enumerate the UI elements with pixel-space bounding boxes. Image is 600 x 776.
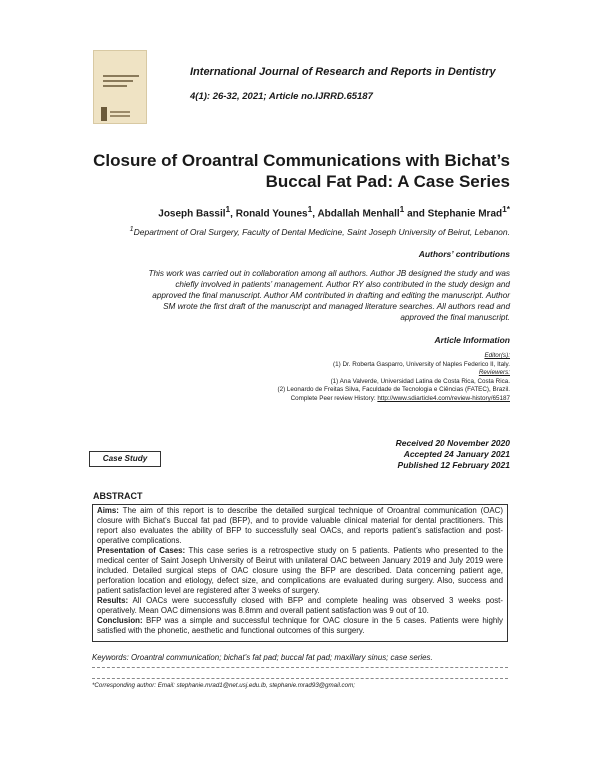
author-name: Stephanie Mrad — [427, 208, 503, 220]
abstract-aims: Aims: The aim of this report is to describe the detailed surgical technique of Oroantral communication (OAC) closure with Bichat’s Buccal fat pad (BFP), and to provide valuable clinical material for dental practitioners. This report also evaluates the ability of BFP to successfully seal OACs, and reports patient’s satisfaction and post-operative complications. — [97, 506, 503, 545]
review-history-link[interactable]: http://www.sdiarticle4.com/review-history/65187 — [377, 394, 510, 402]
affiliation: $^1$Department of Oral Surgery, Faculty of Dental Medicine, Saint Joseph University of Beirut, Lebanon. — [129, 225, 510, 237]
reviewer-entry: (1) Ana Valverde, Universidad Latina de Costa Rica, Costa Rica. — [330, 377, 510, 385]
editor-label: Editor(s): — [484, 352, 510, 359]
author-name: Abdallah Menhall — [317, 208, 400, 220]
abstract-box — [92, 504, 508, 642]
review-history: Complete Peer review History: http://www.sdiarticle4.com/review-history/65187 — [290, 394, 510, 402]
author-name: Joseph Bassil — [158, 208, 226, 220]
publication-dates — [396, 438, 510, 471]
author-list: Joseph Bassil$^1$, Ronald Younes$^1$, Abdallah Menhall$^1$ and Stephanie Mrad$^{1*}$ — [158, 204, 510, 220]
abstract-heading: ABSTRACT — [93, 491, 143, 501]
article-info-heading: Article Information — [434, 335, 510, 345]
published-date: Published 12 February 2021 — [397, 460, 510, 470]
divider — [92, 667, 508, 668]
paper-title: Closure of Oroantral Communications with Bichat’s Buccal Fat Pad: A Case Series — [93, 151, 510, 191]
journal-cover-image — [93, 50, 147, 124]
abstract-presentation: Presentation of Cases: This case series is a retrospective study on 5 patients. Patients who presented to the medical center of Saint Joseph University of Beirut with unilateral OAC between January 2019 and July 2019 were included. Detailed surgical steps of OAC closure using the BFP are described. Data concerning patient age, perforation location and etiology, defect size, and complications are evaluated during surgery. Also, success and patient satisfaction level are registered after 3 weeks of surgery. — [97, 546, 503, 595]
abstract-results: Results: All OACs were successfully closed with BFP and complete healing was observed 3 weeks post-operatively. Mean OAC dimensions was 8.8mm and overall patient satisfaction was 9 out of 10. — [97, 596, 503, 615]
contributions-heading: Authors’ contributions — [418, 249, 510, 259]
corresponding-author-footnote: *Corresponding author: Email: stephanie.mrad1@net.usj.edu.lb, stephanie.mrad93@gmail.com; — [92, 682, 355, 689]
journal-name: International Journal of Research and Reports in Dentistry — [190, 66, 496, 78]
editor-entry: (1) Dr. Roberta Gasparro, University of Naples Federico II, Italy. — [333, 360, 510, 368]
article-type-badge: Case Study — [89, 451, 161, 467]
reviewers-label: Reviewers: — [478, 369, 510, 377]
article-info-details — [277, 352, 510, 404]
abstract-conclusion: Conclusion: BFP was a simple and successful technique for OAC closure in the 5 cases. Patients were highly satisfied with the phonetic, aesthetic and functional outcomes of this surgery. — [97, 616, 503, 635]
journal-issue: 4(1): 26-32, 2021; Article no.IJRRD.65187 — [190, 91, 373, 102]
contributions-text: This work was carried out in collaboration among all authors. Author JB designed the study and was chiefly involved in patients’ management. Author RY also contributed in the study design and approved the final manuscript. Author AM contributed in drafting and editing the manuscript. Author SM wrote the first draft of the manuscript and managed literature searches. All authors read and approved the final manuscript. — [148, 269, 510, 322]
keywords: Keywords: Oroantral communication; bichat’s fat pad; buccal fat pad; maxillary sinus; case series. — [92, 653, 433, 662]
received-date: Received 20 November 2020 — [395, 438, 510, 448]
divider — [92, 678, 508, 679]
accepted-date: Accepted 24 January 2021 — [403, 449, 510, 459]
reviewer-entry: (2) Leonardo de Freitas Silva, Faculdade de Tecnologia e Ciências (FATEC), Brazil. — [277, 386, 510, 394]
author-name: Ronald Younes — [235, 208, 308, 220]
